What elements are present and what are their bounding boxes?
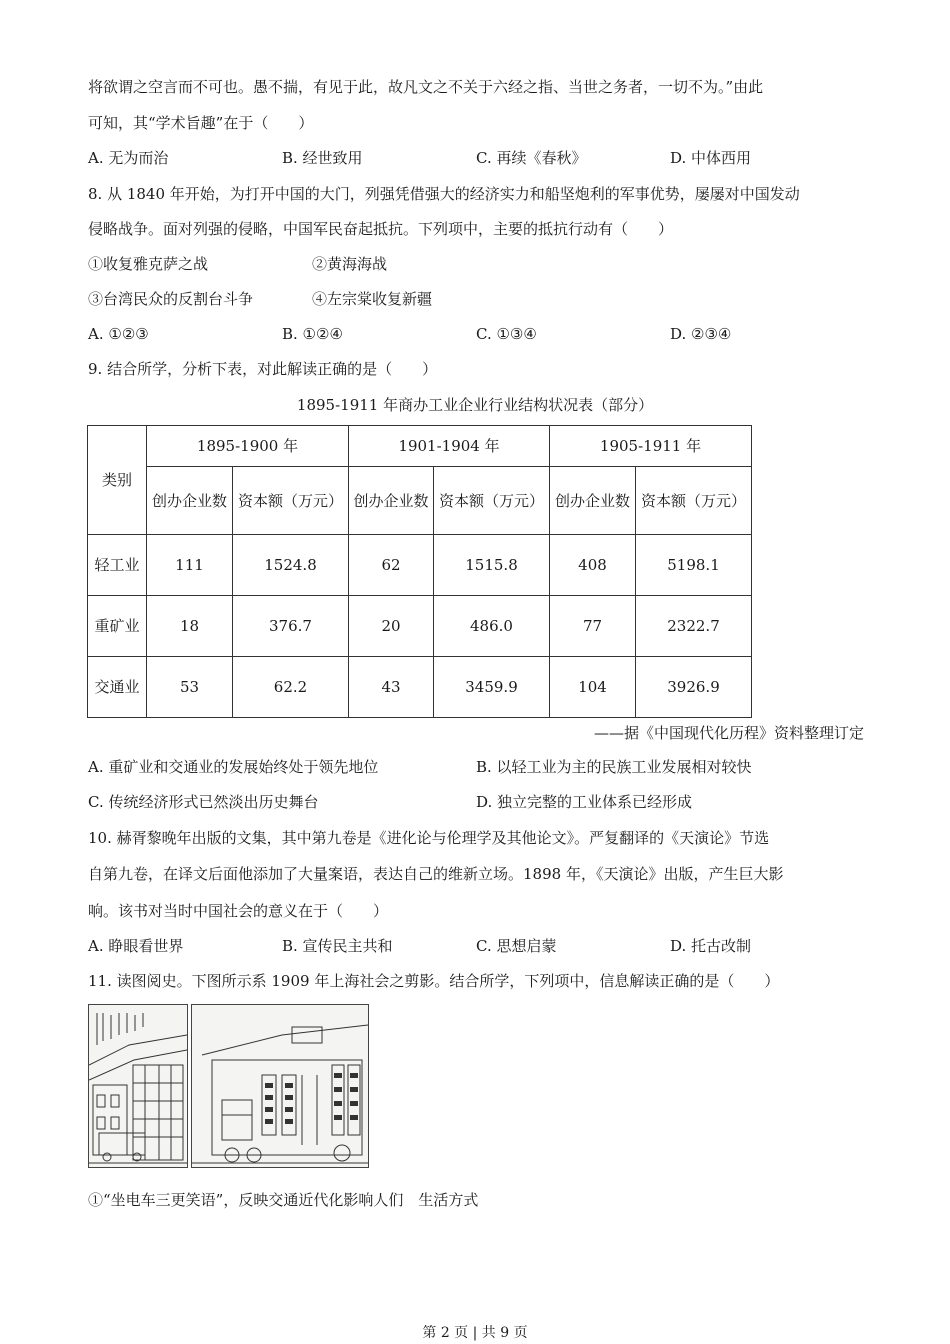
period-header: 1905-1911 年	[550, 426, 752, 467]
q8-option-a[interactable]: A. ①②③	[88, 325, 149, 343]
table-cell: 2322.7	[636, 596, 752, 657]
q8-option-b[interactable]: B. ①②④	[282, 325, 343, 343]
q10-option-d[interactable]: D. 托古改制	[670, 937, 752, 955]
q9-option-d[interactable]: D. 独立完整的工业体系已经形成	[476, 793, 693, 811]
q8-option-d[interactable]: D. ②③④	[670, 325, 732, 343]
page-footer: 第 2 页 | 共 9 页	[422, 1325, 528, 1341]
q7-text-line-1: 将欲谓之空言而不可也。愚不揣，有见于此，故凡文之不关于六经之指、当世之务者，一切不为。”由此	[88, 78, 764, 96]
q9-option-b[interactable]: B. 以轻工业为主的民族工业发展相对较快	[476, 758, 752, 776]
q7-option-a[interactable]: A. 无为而治	[88, 149, 169, 167]
table-cell: 376.7	[233, 596, 349, 657]
q7-text-line-2: 可知，其“学术旨趣”在于（ ）	[88, 114, 314, 132]
q10-text-line-1: 10. 赫胥黎晚年出版的文集，其中第九卷是《进化论与伦理学及其他论文》。严复翻译的《天演论》节选	[88, 829, 770, 847]
category-header: 类别	[88, 426, 147, 535]
table-cell: 5198.1	[636, 535, 752, 596]
table-cell: 18	[147, 596, 233, 657]
q8-item-1: ①收复雅克萨之战	[88, 255, 209, 273]
row-label: 重矿业	[88, 596, 147, 657]
table-cell: 77	[550, 596, 636, 657]
q10-text-line-3: 响。该书对当时中国社会的意义在于（ ）	[88, 902, 389, 920]
q9-table-caption: 1895-1911 年商办工业企业行业结构状况表（部分）	[296, 396, 654, 414]
q8-item-4: ④左宗棠收复新疆	[312, 290, 433, 308]
table-row	[88, 535, 752, 596]
period-header: 1901-1904 年	[349, 426, 550, 467]
shopfront-sketch	[192, 1005, 368, 1167]
subheader-cell: 创办企业数	[550, 467, 636, 535]
table-cell: 3459.9	[434, 657, 550, 718]
period-header: 1895-1900 年	[147, 426, 349, 467]
table-cell: 1524.8	[233, 535, 349, 596]
q8-text-line-2: 侵略战争。面对列强的侵略，中国军民奋起抵抗。下列项中，主要的抵抗行动有（ ）	[88, 220, 674, 238]
q8-item-2: ②黄海海战	[312, 255, 388, 273]
table-cell: 104	[550, 657, 636, 718]
table-cell: 111	[147, 535, 233, 596]
q8-option-c[interactable]: C. ①③④	[476, 325, 537, 343]
q9-option-a[interactable]: A. 重矿业和交通业的发展始终处于领先地位	[88, 758, 379, 776]
q9-option-c[interactable]: C. 传统经济形式已然淡出历史舞台	[88, 793, 319, 811]
table-cell: 53	[147, 657, 233, 718]
subheader-cell: 资本额（万元）	[233, 467, 349, 535]
table-cell: 3926.9	[636, 657, 752, 718]
subheader-cell: 资本额（万元）	[636, 467, 752, 535]
table-cell: 20	[349, 596, 434, 657]
row-label: 交通业	[88, 657, 147, 718]
table-cell: 62	[349, 535, 434, 596]
table-cell: 43	[349, 657, 434, 718]
table-cell: 486.0	[434, 596, 550, 657]
q9-stem: 9. 结合所学，分析下表，对此解读正确的是（ ）	[88, 360, 438, 378]
q11-item-1: ①“坐电车三更笑语”，反映交通近代化影响人们 生活方式	[88, 1191, 479, 1209]
table-source-note: ——据《中国现代化历程》资料整理订定	[593, 724, 864, 742]
row-label: 轻工业	[88, 535, 147, 596]
table-header-row	[88, 426, 752, 467]
q10-option-a[interactable]: A. 睁眼看世界	[88, 937, 184, 955]
q8-item-3: ③台湾民众的反割台斗争	[88, 290, 254, 308]
tram-street-sketch	[89, 1005, 187, 1167]
subheader-cell: 资本额（万元）	[434, 467, 550, 535]
subheader-cell: 创办企业数	[349, 467, 434, 535]
table-cell: 408	[550, 535, 636, 596]
q10-option-b[interactable]: B. 宣传民主共和	[282, 937, 393, 955]
subheader-cell: 创办企业数	[147, 467, 233, 535]
q8-text-line-1: 8. 从 1840 年开始，为打开中国的大门，列强凭借强大的经济实力和船坚炮利的军事优势，屡屡对中国发动	[88, 185, 800, 203]
q10-text-line-2: 自第九卷，在译文后面他添加了大量案语，表达自己的维新立场。1898 年，《天演论》出版，产生巨大影	[88, 865, 784, 883]
table-row	[88, 657, 752, 718]
industry-structure-table	[87, 425, 752, 718]
q10-option-c[interactable]: C. 思想启蒙	[476, 937, 557, 955]
table-subheader-row	[88, 467, 752, 535]
q7-option-c[interactable]: C. 再续《春秋》	[476, 149, 587, 167]
table-cell: 1515.8	[434, 535, 550, 596]
table-row	[88, 596, 752, 657]
tram-street-illustration	[88, 1004, 188, 1168]
q11-stem: 11. 读图阅史。下图所示系 1909 年上海社会之剪影。结合所学，下列项中，信息解读正确的是（ ）	[88, 972, 780, 990]
table-cell: 62.2	[233, 657, 349, 718]
q7-option-d[interactable]: D. 中体西用	[670, 149, 752, 167]
q7-option-b[interactable]: B. 经世致用	[282, 149, 363, 167]
shopfront-illustration	[191, 1004, 369, 1168]
